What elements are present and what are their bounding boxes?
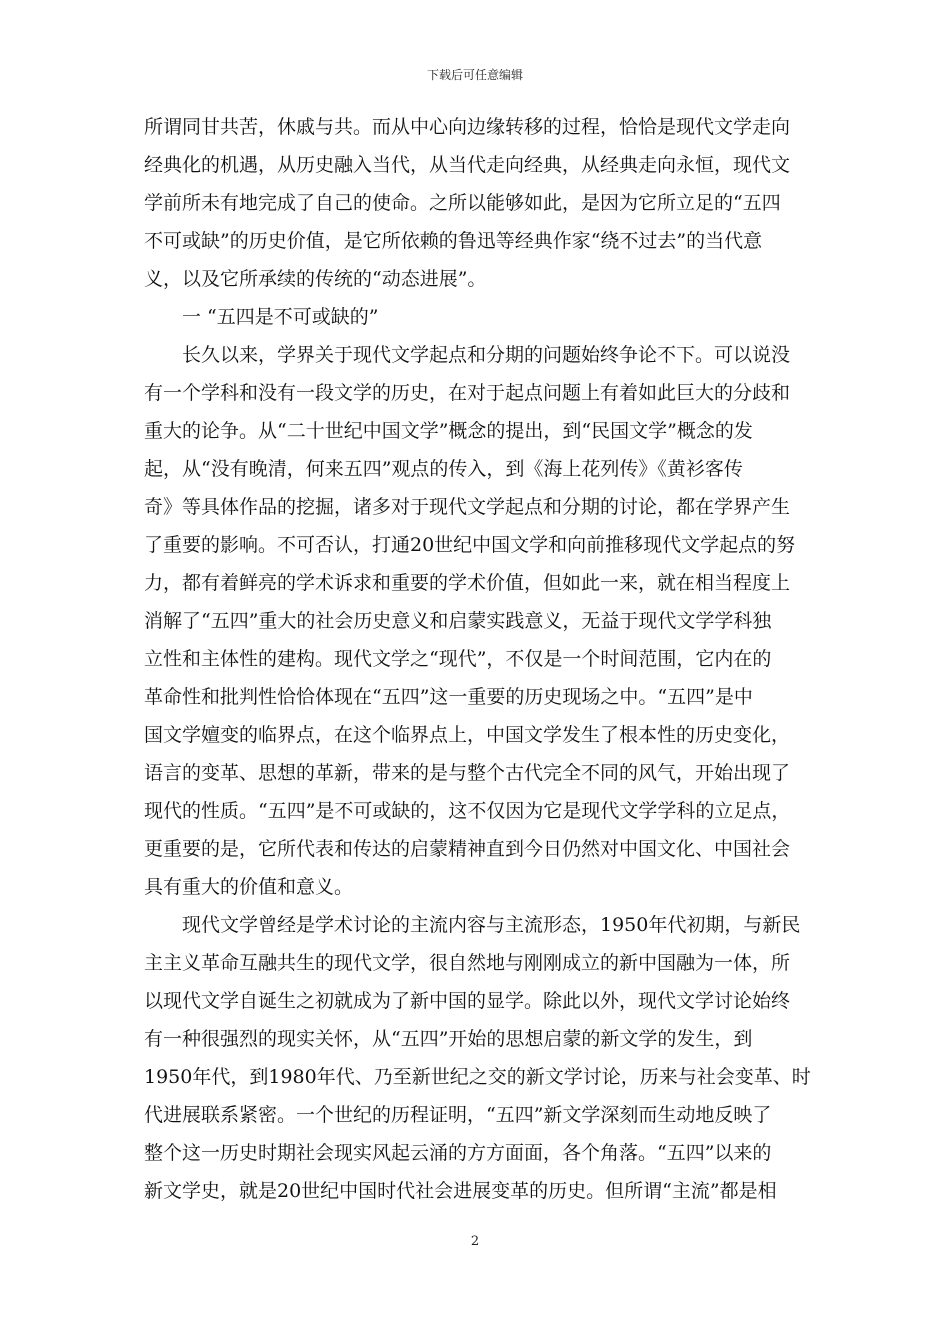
text-line: 现代文学曾经是学术讨论的主流内容与主流形态，1950年代初期，与新民: [182, 914, 801, 936]
text-line: 以现代文学自诞生之初就成为了新中国的显学。除此以外，现代文学讨论始终: [144, 990, 791, 1012]
paragraph-3: [144, 906, 811, 1210]
text-line: 所谓同甘共苦，休戚与共。而从中心向边缘转移的过程，恰恰是现代文学走向: [144, 116, 791, 138]
text-line: 有一个学科和没有一段文学的历史，在对于起点问题上有着如此巨大的分歧和: [144, 382, 791, 404]
text-line: 义，以及它所承续的传统的“动态进展”。: [144, 268, 487, 290]
text-line: 力，都有着鲜亮的学术诉求和重要的学术价值，但如此一来，就在相当程度上: [144, 572, 791, 594]
text-line: 长久以来，学界关于现代文学起点和分期的问题始终争论不下。可以说没: [182, 344, 791, 366]
text-line: 更重要的是，它所代表和传达的启蒙精神直到今日仍然对中国文化、中国社会: [144, 838, 791, 860]
text-line: 消解了“五四”重大的社会历史意义和启蒙实践意义，无益于现代文学学科独: [144, 610, 772, 632]
text-line: 不可或缺”的历史价值，是它所依赖的鲁迅等经典作家“绕不过去”的当代意: [144, 230, 763, 252]
text-line: 起，从“没有晚清，何来五四”观点的传入，到《海上花列传》《黄衫客传: [144, 458, 743, 480]
text-line: 立性和主体性的建构。现代文学之“现代”，不仅是一个时间范围，它内在的: [144, 648, 772, 670]
text-line: 语言的变革、思想的革新，带来的是与整个古代完全不同的风气，开始出现了: [144, 762, 791, 784]
text-line: 革命性和批判性恰恰体现在“五四”这一重要的历史现场之中。“五四”是中: [144, 686, 753, 708]
document-body: [144, 108, 811, 1210]
text-line: 代进展联系紧密。一个世纪的历程证明，“五四”新文学深刻而生动地反映了: [144, 1104, 772, 1126]
text-line: 主主义革命互融共生的现代文学，很自然地与刚刚成立的新中国融为一体，所: [144, 952, 791, 974]
page-number: 2: [470, 1234, 480, 1249]
text-line: 现代的性质。“五四”是不可或缺的，这不仅因为它是现代文学学科的立足点，: [144, 800, 791, 822]
text-line: 有一种很强烈的现实关怀，从“五四”开始的思想启蒙的新文学的发生，到: [144, 1028, 753, 1050]
paragraph-2: [144, 336, 806, 906]
text-line: 了重要的影响。不可否认，打通20世纪中国文学和向前推移现代文学起点的努: [144, 534, 796, 556]
section-heading: 一 “五四是不可或缺的”: [182, 306, 379, 328]
paragraph-1: [144, 108, 806, 298]
text-line: 整个这一历史时期社会现实风起云涌的方方面面，各个角落。“五四”以来的: [144, 1142, 772, 1164]
page-header: 下载后可任意编辑: [426, 68, 523, 82]
text-line: 经典化的机遇，从历史融入当代，从当代走向经典，从经典走向永恒，现代文: [144, 154, 791, 176]
text-line: 学前所未有地完成了自己的使命。之所以能够如此，是因为它所立足的“五四: [144, 192, 781, 214]
text-line: 国文学嬗变的临界点，在这个临界点上，中国文学发生了根本性的历史变化，: [144, 724, 791, 746]
text-line: 具有重大的价值和意义。: [144, 876, 354, 898]
text-line: 新文学史，就是20世纪中国时代社会进展变革的历史。但所谓“主流”都是相: [144, 1180, 777, 1202]
text-line: 1950年代，到1980年代、乃至新世纪之交的新文学讨论，历来与社会变革、时: [144, 1066, 811, 1088]
text-line: 重大的论争。从“二十世纪中国文学”概念的提出，到“民国文学”概念的发: [144, 420, 753, 442]
text-line: 奇》等具体作品的挖掘，诸多对于现代文学起点和分期的讨论，都在学界产生: [144, 496, 791, 518]
